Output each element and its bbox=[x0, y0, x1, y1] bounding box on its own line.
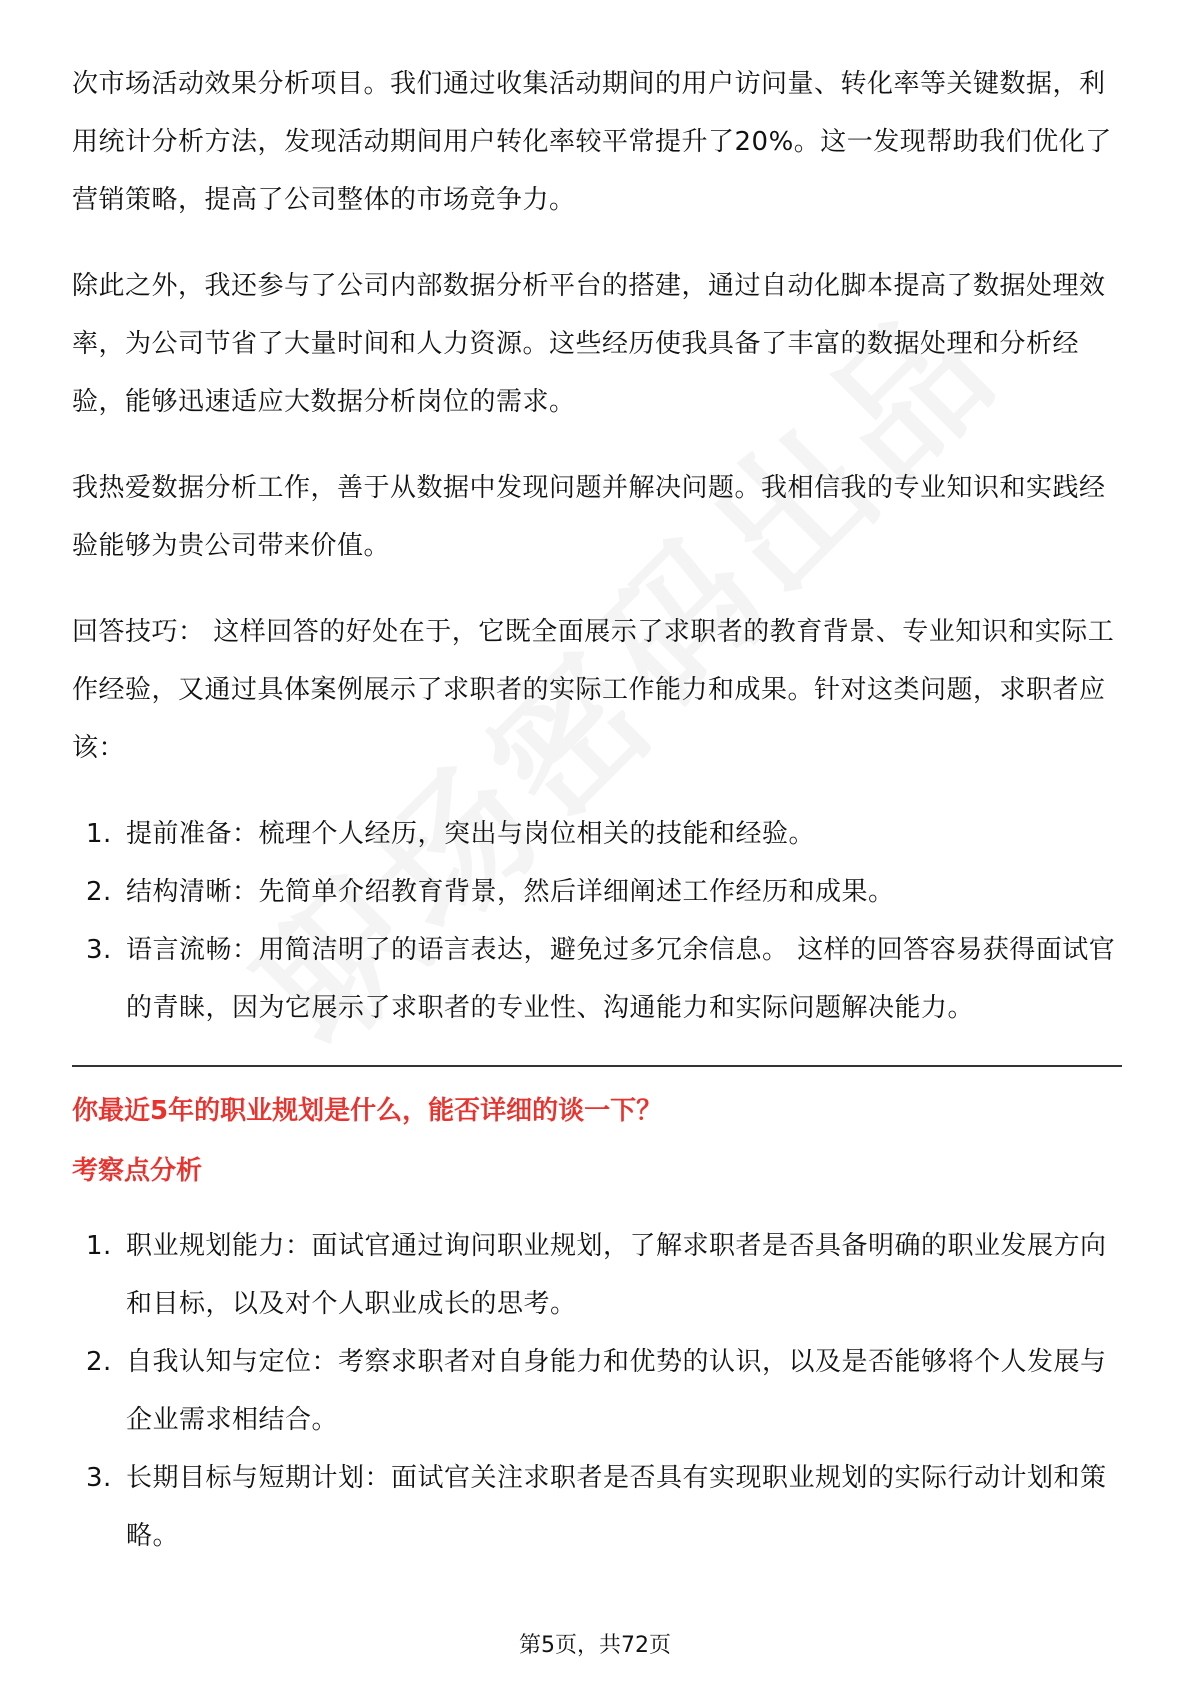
list-number: 1. bbox=[86, 1231, 112, 1261]
analysis-heading: 考察点分析 bbox=[72, 1156, 203, 1186]
list-number: 2. bbox=[86, 1347, 112, 1377]
list-item-text: 自我认知与定位：考察求职者对自身能力和优势的认识，以及是否能够将个人发展与企业需求相结合。 bbox=[126, 1347, 1107, 1435]
list-item bbox=[72, 1333, 1122, 1449]
list-item bbox=[72, 1449, 1122, 1565]
list-number: 3. bbox=[86, 1463, 112, 1493]
paragraph-1: 次市场活动效果分析项目。我们通过收集活动期间的用户访问量、转化率等关键数据，利用统计分析方法，发现活动期间用户转化率较平常提升了20%。这一发现帮助我们优化了营销策略，提高了公司整体的市场竞争力。 bbox=[72, 69, 1112, 215]
list-item bbox=[72, 805, 1122, 863]
page-content bbox=[72, 55, 1122, 1593]
list-item bbox=[72, 1217, 1122, 1333]
list-number: 2. bbox=[86, 877, 112, 907]
list-item-text: 提前准备：梳理个人经历，突出与岗位相关的技能和经验。 bbox=[126, 819, 816, 849]
list-number: 1. bbox=[86, 819, 112, 849]
list-item-text: 结构清晰：先简单介绍教育背景，然后详细阐述工作经历和成果。 bbox=[126, 877, 895, 907]
page-number: 第5页，共72页 bbox=[519, 1633, 671, 1658]
analysis-list bbox=[72, 1217, 1122, 1565]
list-item bbox=[72, 921, 1122, 1037]
list-item-text: 长期目标与短期计划：面试官关注求职者是否具有实现职业规划的实际行动计划和策略。 bbox=[126, 1463, 1107, 1551]
list-item-text: 语言流畅：用简洁明了的语言表达，避免过多冗余信息。 这样的回答容易获得面试官的青睐，因为它展示了求职者的专业性、沟通能力和实际问题解决能力。 bbox=[126, 935, 1116, 1023]
answer-tips-paragraph: 回答技巧： 这样回答的好处在于，它既全面展示了求职者的教育背景、专业知识和实际工作经验，又通过具体案例展示了求职者的实际工作能力和成果。针对这类问题，求职者应该： bbox=[72, 617, 1115, 763]
tips-list bbox=[72, 805, 1122, 1037]
list-number: 3. bbox=[86, 935, 112, 965]
list-item-text: 职业规划能力：面试官通过询问职业规划，了解求职者是否具备明确的职业发展方向和目标，以及对个人职业成长的思考。 bbox=[126, 1231, 1107, 1319]
list-item bbox=[72, 863, 1122, 921]
section-divider bbox=[72, 1065, 1122, 1067]
question-title: 你最近5年的职业规划是什么，能否详细的谈一下？ bbox=[72, 1096, 663, 1126]
paragraph-2: 除此之外，我还参与了公司内部数据分析平台的搭建，通过自动化脚本提高了数据处理效率，为公司节省了大量时间和人力资源。这些经历使我具备了丰富的数据处理和分析经验，能够迅速适应大数据分析岗位的需求。 bbox=[72, 271, 1106, 417]
paragraph-3: 我热爱数据分析工作，善于从数据中发现问题并解决问题。我相信我的专业知识和实践经验能够为贵公司带来价值。 bbox=[72, 473, 1106, 561]
